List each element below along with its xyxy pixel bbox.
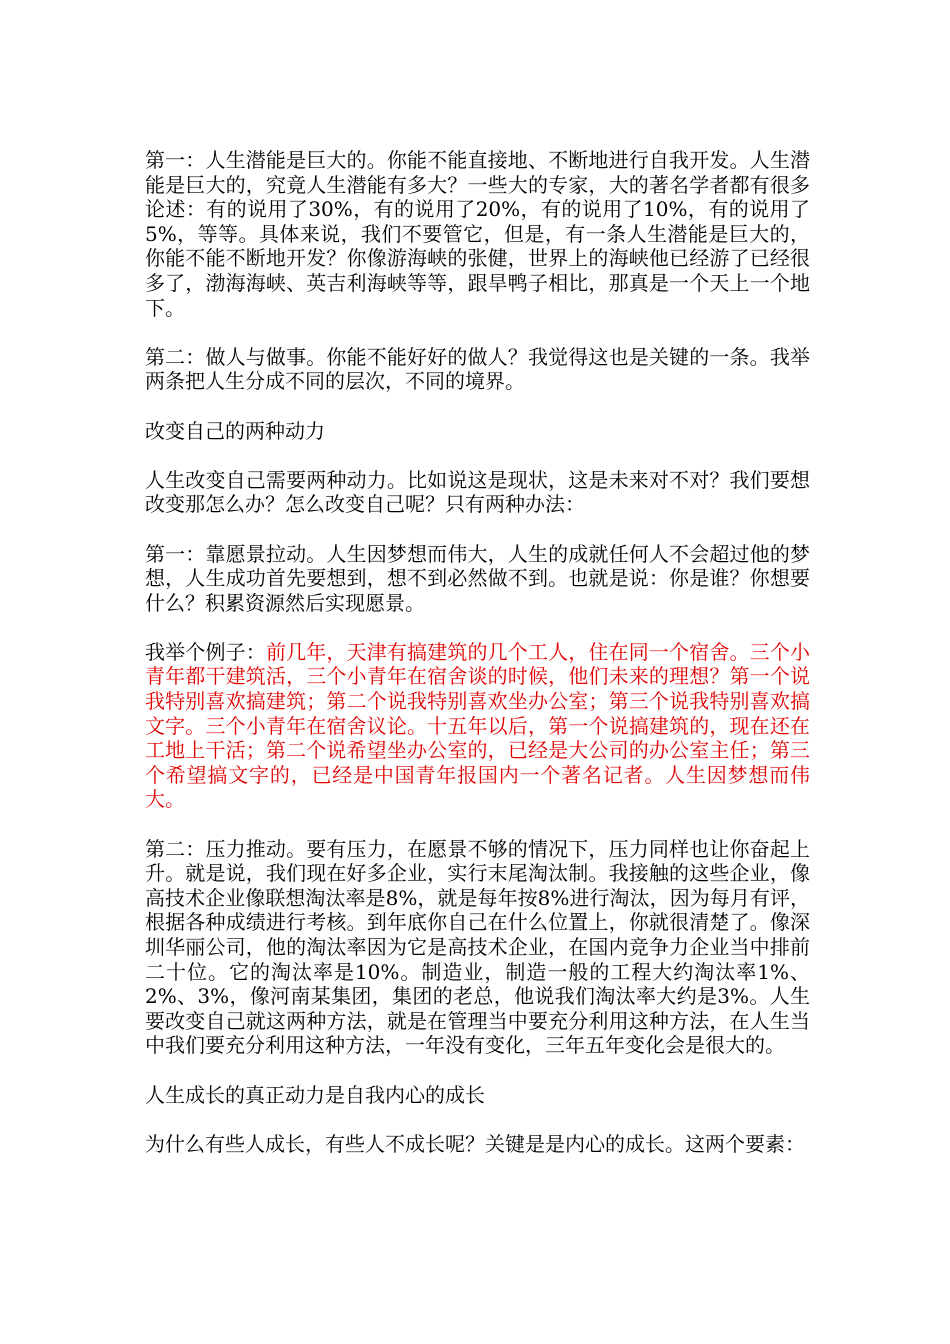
paragraph-pressure-push: 第二：压力推动。要有压力，在愿景不够的情况下，压力同样也让你奋起上升。就是说，我们现在好多企业，实行末尾淘汰制。我接触的这些企业，像高技术企业像联想淘汰率是8%，就是每年按8%进行淘汰，因为每月有评，根据各种成绩进行考核。到年底你自己在什么位置上，你就很清楚了。像深圳华丽公司，他的淘汰率因为它是高技术企业，在国内竞争力企业当中排前二十位。它的淘汰率是10%。制造业，制造一般的工程大约淘汰率1%、2%、3%，像河南某集团，集团的老总，他说我们淘汰率大约是3%。人生要改变自己就这两种方法，就是在管理当中要充分利用这种方法，在人生当中我们要充分利用这种方法，一年没有变化，三年五年变化会是很大的。: [145, 836, 810, 1058]
paragraph-example: [145, 640, 810, 812]
paragraph-vision-pull: 第一：靠愿景拉动。人生因梦想而伟大，人生的成就任何人不会超过他的梦想，人生成功首先要想到，想不到必然做不到。也就是说：你是谁？你想要什么？积累资源然后实现愿景。: [145, 541, 810, 615]
heading-two-forces: 改变自己的两种动力: [145, 418, 325, 443]
paragraph-conduct: 第二：做人与做事。你能不能好好的做人？我觉得这也是关键的一条。我举两条把人生分成不同的层次，不同的境界。: [145, 344, 810, 394]
paragraph-growth-question: 为什么有些人成长，有些人不成长呢？关键是是内心的成长。这两个要素：: [145, 1131, 805, 1156]
example-highlight-text: 前几年，天津有搞建筑的几个工人，住在同一个宿舍。三个小青年都干建筑活，三个小青年在宿舍谈的时候，他们未来的理想？第一个说我特别喜欢搞建筑；第二个说我特别喜欢坐办公室；第三个说我特别喜欢搞文字。三个小青年在宿舍议论。十五年以后，第一个说搞建筑的，现在还在工地上干活；第二个说希望坐办公室的，已经是大公司的办公室主任；第三个希望搞文字的，已经是中国青年报国内一个著名记者。人生因梦想而伟大。: [145, 639, 810, 812]
example-intro: 我举个例子：: [145, 639, 266, 664]
document-body: [145, 148, 810, 1181]
paragraph-potential: 第一：人生潜能是巨大的。你能不能直接地、不断地进行自我开发。人生潜能是巨大的，究竟人生潜能有多大？一些大的专家，大的著名学者都有很多论述：有的说用了30%，有的说用了20%，有的说用了10%，有的说用了5%，等等。具体来说，我们不要管它，但是，有一条人生潜能是巨大的，你能不能不断地开发？你像游海峡的张健，世界上的海峡他已经游了已经很多了，渤海海峡、英吉利海峡等等，跟旱鸭子相比，那真是一个天上一个地下。: [145, 148, 810, 320]
paragraph-change-intro: 人生改变自己需要两种动力。比如说这是现状，这是未来对不对？我们要想改变那怎么办？怎么改变自己呢？只有两种办法：: [145, 467, 810, 517]
heading-inner-growth: 人生成长的真正动力是自我内心的成长: [145, 1082, 485, 1107]
